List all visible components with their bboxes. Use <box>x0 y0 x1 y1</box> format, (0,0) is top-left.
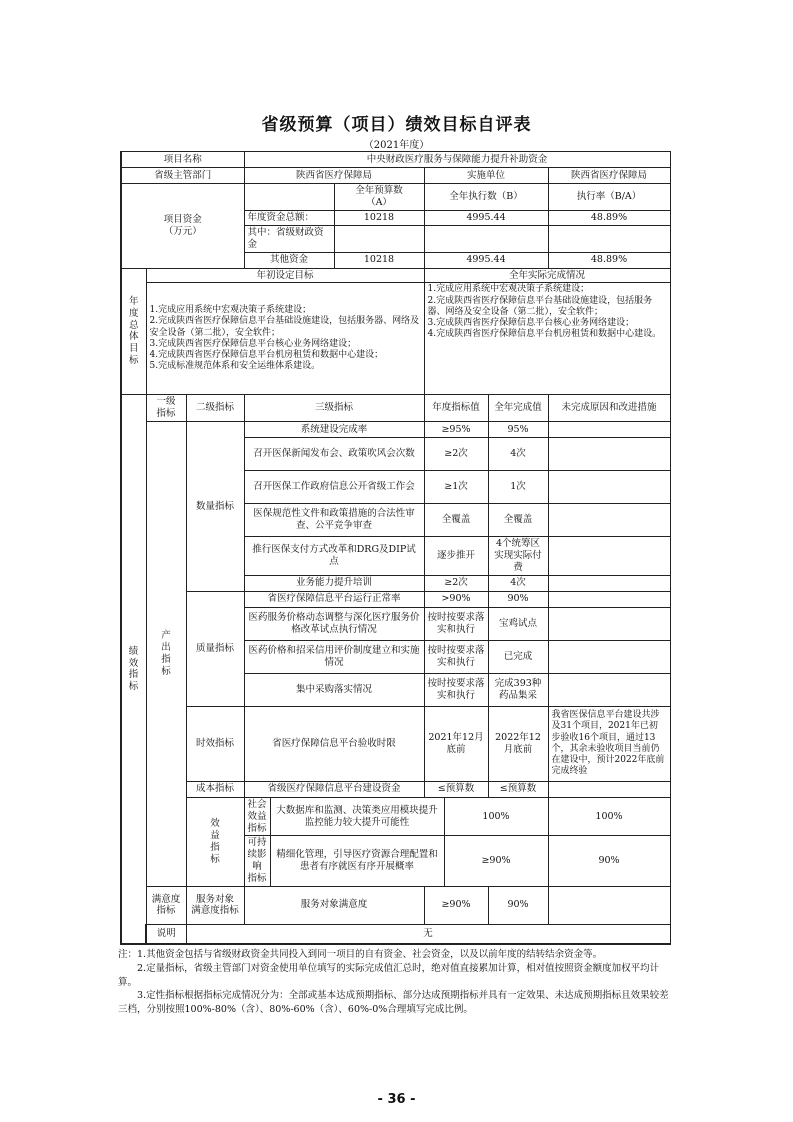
indicator-actual: 2022年12月底前 <box>488 706 548 781</box>
indicator-name: 精细化管理，引导医疗资源合理配置和患者有序就医有序开展概率 <box>270 836 444 887</box>
indicator-target: 按时按要求落实和执行 <box>424 673 488 706</box>
header-level2: 二级指标 <box>186 395 244 422</box>
indicator-actual: 90% <box>488 886 548 924</box>
header-target: 年度指标值 <box>424 395 488 422</box>
indicator-label: 绩 效 指 标 <box>121 395 146 945</box>
header-actual: 全年完成值 <box>488 395 548 422</box>
indicator-target: 全覆盖 <box>424 504 488 537</box>
indicator-name: 医保规范性文件和政策措施的合法性审查、公平竞争审查 <box>244 504 424 537</box>
indicator-name: 大数据库和监测、决策类应用模块提升监控能力较大提升可能性 <box>270 797 444 836</box>
actual-goal-text: 1.完成应用系统中宏观决策子系统建设； 2.完成陕西省医疗保障信息平台基础设施建设，包括服务器、网络及安全设备（第二批），安全软件； 3.完成陕西省医疗保障信息平台核心业务网络建设； 4.完成陕西省医疗保障信息平台机房租赁和数据中心建设。 <box>424 283 670 395</box>
indicator-actual: 4次 <box>488 438 548 471</box>
funds-row-name: 年度资金总额： <box>244 210 334 225</box>
funds-row-rate <box>548 225 670 252</box>
funds-row-name: 其他资金 <box>244 252 334 268</box>
dept-value: 陕西省医疗保障局 <box>244 168 424 184</box>
indicator-target: ≥90% <box>444 836 548 887</box>
quality-indicator-label: 质量指标 <box>186 591 244 706</box>
footnote: 注：1.其他资金包括与省级财政资金共同投入到同一项目的自有资金、社会资金，以及以前年度的结转结余资金等。 <box>118 949 603 960</box>
table-row <box>121 886 670 924</box>
indicator-name: 省医疗保障信息平台验收时限 <box>244 706 424 781</box>
indicator-target: 按时按要求落实和执行 <box>424 640 488 673</box>
header-level3: 三级指标 <box>244 395 424 422</box>
table-row <box>121 706 670 781</box>
report-year: （2021年度） <box>363 140 430 151</box>
plan-goal-header: 年初设定目标 <box>146 268 424 283</box>
cost-indicator-label: 成本指标 <box>186 781 244 797</box>
indicator-target: 2021年12月底前 <box>424 706 488 781</box>
evaluation-table <box>120 151 671 945</box>
indicator-actual: 完成393种药品集采 <box>488 673 548 706</box>
remark-value: 无 <box>186 924 670 944</box>
indicator-name: 省医疗保障信息平台运行正常率 <box>244 591 424 607</box>
indicator-target: ≥95% <box>424 422 488 438</box>
output-indicator-label: 产 出 指 标 <box>146 422 186 887</box>
indicator-name: 推行医保支付方式改革和DRG及DIP试点 <box>244 537 424 576</box>
funds-row-a: 10218 <box>334 210 424 225</box>
indicator-actual: 4个统筹区实现实际付费 <box>488 537 548 576</box>
indicator-reason: 我省医保信息平台建设共涉及31个项目，2021年已初步验收16个项目，通过13个，其余未验收项目当前仍在建设中，预计2022年底前完成终验 <box>548 706 670 781</box>
indicator-actual: 4次 <box>488 575 548 591</box>
table-row <box>121 781 670 797</box>
indicator-target: ≥2次 <box>424 575 488 591</box>
indicator-name: 系统建设完成率 <box>244 422 424 438</box>
funds-row-a: 10218 <box>334 252 424 268</box>
indicator-actual: 90% <box>548 836 670 887</box>
indicator-name: 服务对象满意度 <box>244 886 424 924</box>
funds-row-a <box>334 225 424 252</box>
indicator-name: 省级医疗保障信息平台建设资金 <box>244 781 424 797</box>
indicator-name: 集中采购落实情况 <box>244 673 424 706</box>
remark-label: 说明 <box>146 924 186 944</box>
indicator-name: 召开医保工作政府信息公开省级工作会 <box>244 471 424 504</box>
social-indicator-label: 社会效益 指标 <box>244 797 270 836</box>
page-number: - 36 - <box>377 1092 416 1107</box>
indicator-name: 业务能力提升培训 <box>244 575 424 591</box>
indicator-target: 按时按要求落实和执行 <box>424 607 488 640</box>
header-reason: 未完成原因和改进措施 <box>548 395 670 422</box>
footnote: 2.定量指标，省级主管部门对资金使用单位填写的实际完成值汇总时，绝对值直接累加计算，相对值按照资金额度加权平均计算。 <box>118 962 660 988</box>
funds-col-rate: 执行率（B/A） <box>548 184 670 211</box>
funds-label: 项目资金 （万元） <box>121 184 244 269</box>
funds-row-rate: 48.89% <box>548 252 670 268</box>
funds-row-b: 4995.44 <box>424 252 548 268</box>
funds-row-name: 其中：省级财政资金 <box>244 225 334 252</box>
indicator-actual: 全覆盖 <box>488 504 548 537</box>
actual-goal-header: 全年实际完成情况 <box>424 268 670 283</box>
satisfaction-level1-label: 满意度 指标 <box>146 886 186 924</box>
funds-col-a: 全年预算数 （A） <box>334 184 424 211</box>
page-title: 省级预算（项目）绩效目标自评表 <box>261 115 532 135</box>
indicator-target: 100% <box>444 797 548 836</box>
impl-label: 实施单位 <box>424 168 548 184</box>
indicator-actual: 宝鸡试点 <box>488 607 548 640</box>
quantity-indicator-label: 数量指标 <box>186 422 244 592</box>
footnote: 3.定性指标根据指标完成情况分为：全部或基本达成预期指标、部分达成预期指标并具有一定效果、未达成预期指标且效果较差三档，分别按照100%-80%（含）、80%-60%（含）、60%-0%合理填写完成比例。 <box>118 990 669 1016</box>
timeliness-indicator-label: 时效指标 <box>186 706 244 781</box>
indicator-actual: 1次 <box>488 471 548 504</box>
benefit-indicator-label: 效 益 指 标 <box>186 797 244 886</box>
indicator-name: 召开医保新闻发布会、政策吹风会次数 <box>244 438 424 471</box>
project-name-label: 项目名称 <box>121 152 244 168</box>
indicator-target: ≥2次 <box>424 438 488 471</box>
indicator-target: ≤预算数 <box>424 781 488 797</box>
table-row <box>121 797 670 836</box>
annual-goal-label: 年度 总体 目标 <box>121 268 146 395</box>
funds-row-b: 4995.44 <box>424 210 548 225</box>
indicator-actual: 100% <box>548 797 670 836</box>
indicator-actual: 已完成 <box>488 640 548 673</box>
table-row <box>121 591 670 607</box>
indicator-actual: 90% <box>488 591 548 607</box>
indicator-actual: 95% <box>488 422 548 438</box>
indicator-name: 医药价格和招采信用评价制度建立和实施情况 <box>244 640 424 673</box>
indicator-name: 医药服务价格动态调整与深化医疗服务价格改革试点执行情况 <box>244 607 424 640</box>
funds-row-b <box>424 225 548 252</box>
satisfaction-level2-label: 服务对象 满意度指标 <box>186 886 244 924</box>
plan-goal-text: 1.完成应用系统中宏观决策子系统建设； 2.完成陕西省医疗保障信息平台基础设施建设，包括服务器、网络及安全设备（第二批），安全软件； 3.完成陕西省医疗保障信息平台核心业务网络建设； 4.完成陕西省医疗保障信息平台机房租赁和数据中心建设； 5.完成标准规范体系和安全运维体系建设。 <box>146 283 424 395</box>
indicator-target: >90% <box>424 591 488 607</box>
project-name: 中央财政医疗服务与保障能力提升补助资金 <box>244 152 670 168</box>
funds-col-b: 全年执行数（B） <box>424 184 548 211</box>
indicator-target: 逐步推开 <box>424 537 488 576</box>
table-row <box>121 422 670 438</box>
header-level1: 一级 指标 <box>146 395 186 422</box>
indicator-target: ≥90% <box>424 886 488 924</box>
footnotes <box>118 948 674 1017</box>
funds-row-rate: 48.89% <box>548 210 670 225</box>
dept-label: 省级主管部门 <box>121 168 244 184</box>
sustain-indicator-label: 可持续影响 指标 <box>244 836 270 887</box>
indicator-target: ≥1次 <box>424 471 488 504</box>
indicator-actual: ≤预算数 <box>488 781 548 797</box>
impl-value: 陕西省医疗保障局 <box>548 168 670 184</box>
